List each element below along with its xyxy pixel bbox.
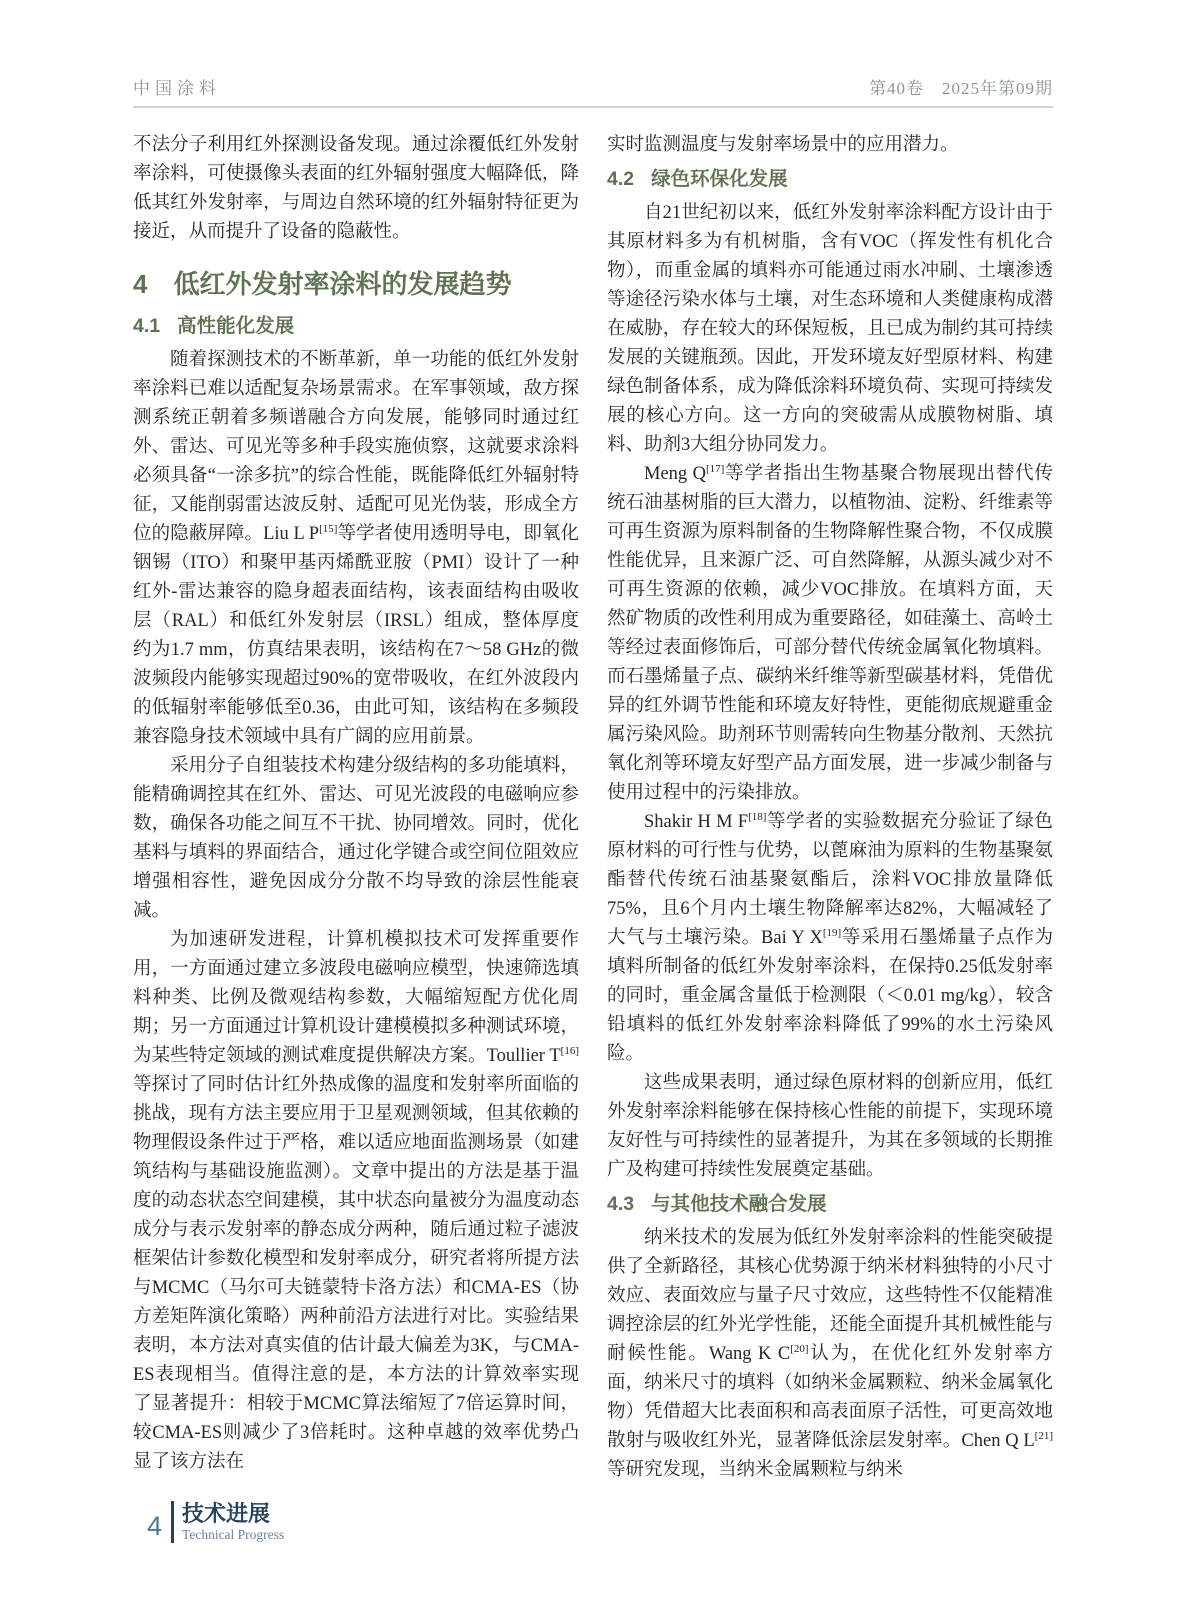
reference-superscript: [16] (560, 1044, 579, 1057)
page-footer (147, 1501, 284, 1543)
paragraph: 不法分子利用红外探测设备发现。通过涂覆低红外发射率涂料，可使摄像头表面的红外辐射强度大幅降低，降低其红外发射率，与周边自然环境的红外辐射特征更为接近，从而提升了设备的隐蔽性。 (133, 135, 579, 242)
paragraph: 采用分子自组装技术构建分级结构的多功能填料，能精确调控其在红外、雷达、可见光波段的电磁响应参数，确保各功能之间互不干扰、协同增效。同时，优化基料与填料的界面结合，通过化学键合或空间位阻效应增强相容性，避免因成分分散不均导致的涂层性能衰减。 (133, 756, 579, 921)
volume-issue-info: 第40卷 2025年第09期 (869, 79, 1053, 98)
subsection-heading (133, 313, 579, 339)
paragraph: Meng Q[17]等学者指出生物基聚合物展现出替代传统石油基树脂的巨大潜力，以植物油、淀粉、纤维素等可再生资源为原料制备的生物降解性聚合物，不仅成膜性能优异，且来源广泛、可自然降解，从源头减少对不可再生资源的依赖，减少VOC排放。在填料方面，天然矿物质的改性利用成为重要路径，如硅藻土、高岭土等经过表面修饰后，可部分替代传统金属氧化物填料。而石墨烯量子点、碳纳米纤维等新型碳基材料，凭借优异的红外调节性能和环境友好特性，更能彻底规避重金属污染风险。助剂环节则需转向生物基分散剂、天然抗氧化剂等环境友好型产品方面发展，进一步减少制备与使用过程中的污染排放。 (607, 462, 1053, 803)
page-header (133, 74, 1053, 108)
reference-superscript: [20] (790, 1342, 809, 1355)
left-column (133, 131, 579, 1485)
reference-superscript: [18] (748, 810, 767, 823)
subsection-heading (607, 1191, 1053, 1217)
article-body (133, 131, 1053, 1485)
paragraph: 自21世纪初以来，低红外发射率涂料配方设计由于其原材料多为有机树脂，含有VOC（挥发性有机化合物），而重金属的填料亦可能通过雨水冲刷、土壤渗透等途径污染水体与土壤，对生态环境和人类健康构成潜在威胁，存在较大的环保短板，且已成为制约其可持续发展的关键瓶颈。因此，开发环境友好型原材料、构建绿色制备体系，成为降低涂料环境负荷、实现可持续发展的核心方向。这一方向的突破需从成膜物树脂、填料、助剂3大组分协同发力。 (607, 203, 1053, 455)
paragraph: 纳米技术的发展为低红外发射率涂料的性能突破提供了全新路径，其核心优势源于纳米材料独特的小尺寸效应、表面效应与量子尺寸效应，这些特性不仅能精准调控涂层的红外光学性能，还能全面提升其机械性能与耐候性能。Wang K C[20]认为，在优化红外发射率方面，纳米尺寸的填料（如纳米金属颗粒、纳米金属氧化物）凭借超大比表面积和高表面原子活性，可更高效地散射与吸收红外光，显著降低涂层发射率。Chen Q L[21]等研究发现，当纳米金属颗粒与纳米 (607, 1228, 1053, 1480)
heading-number: 4.3 (607, 1193, 635, 1215)
footer-section-title-en: Technical Progress (182, 1527, 285, 1542)
reference-superscript: [17] (705, 462, 725, 475)
page-number: 4 (147, 1511, 163, 1541)
paragraph: 这些成果表明，通过绿色原材料的创新应用，低红外发射率涂料能够在保持核心性能的前提下，实现环境友好性与可持续性的显著提升，为其在多领域的长期推广及构建可持续性发展奠定基础。 (607, 1073, 1053, 1180)
journal-title: 中国涂料 (133, 79, 221, 98)
heading-number: 4.2 (607, 168, 635, 190)
heading-text: 与其他技术融合发展 (651, 1193, 827, 1215)
heading-text: 低红外发射率涂料的发展趋势 (173, 269, 512, 299)
subsection-heading (607, 166, 1053, 192)
paragraph: 为加速研发进程，计算机模拟技术可发挥重要作用，一方面通过建立多波段电磁响应模型，快速筛选填料种类、比例及微观结构参数，大幅缩短配方优化周期；另一方面通过计算机设计建模模拟多种测试环境，为某些特定领域的测试难度提供解决方案。Toullier T[16]等探讨了同时估计红外热成像的温度和发射率所面临的挑战，现有方法主要应用于卫星观测领域，但其依赖的物理假设条件过于严格，难以适应地面监测场景（如建筑结构与基础设施监测）。文章中提出的方法是基于温度的动态状态空间建模，其中状态向量被分为温度动态成分与表示发射率的静态成分两种，随后通过粒子滤波框架估计参数化模型和发射率成分，研究者将所提方法与MCMC（马尔可夫链蒙特卡洛方法）和CMA-ES（协方差矩阵演化策略）两种前沿方法进行对比。实验结果表明，本方法对真实值的估计最大偏差为3K，与CMA-ES表现相当。值得注意的是，本方法的计算效率实现了显著提升：相较于MCMC算法缩短了7倍运算时间，较CMA-ES则减少了3倍耗时。这种卓越的效率优势凸显了该方法在 (133, 930, 579, 1472)
footer-section-title-cn: 技术进展 (182, 1501, 271, 1526)
heading-text: 高性能化发展 (177, 315, 295, 337)
paragraph: Shakir H M F[18]等学者的实验数据充分验证了绿色原材料的可行性与优势，以蓖麻油为原料的生物基聚氨酯替代传统石油基聚氨酯后，涂料VOC排放量降低75%，且6个月内土壤生物降解率达82%，大幅减轻了大气与土壤污染。Bai Y X[19]等采用石墨烯量子点作为填料所制备的低红外发射率涂料，在保持0.25低发射率的同时，重金属含量低于检测限（＜0.01 mg/kg），较含铅填料的低红外发射率涂料降低了99%的水土污染风险。 (607, 810, 1053, 1064)
paragraph: 实时监测温度与发射率场景中的应用潜力。 (607, 135, 959, 155)
heading-number: 4.1 (133, 315, 161, 337)
heading-number: 4 (133, 269, 148, 299)
reference-superscript: [21] (1034, 1429, 1053, 1442)
heading-text: 绿色环保化发展 (651, 168, 788, 190)
reference-superscript: [15] (319, 522, 338, 535)
reference-superscript: [19] (822, 926, 842, 939)
section-heading (133, 268, 579, 300)
right-column (607, 131, 1053, 1485)
paragraph: 随着探测技术的不断革新，单一功能的低红外发射率涂料已难以适配复杂场景需求。在军事领域，敌方探测系统正朝着多频谱融合方向发展，能够同时通过红外、雷达、可见光等多种手段实施侦察，这就要求涂料必须具备“一涂多抗”的综合性能，既能降低红外辐射特征，又能削弱雷达波反射、适配可见光伪装，形成全方位的隐蔽屏障。Liu L P[15]等学者使用透明导电，即氧化铟锡（ITO）和聚甲基丙烯酰亚胺（PMI）设计了一种红外-雷达兼容的隐身超表面结构，该表面结构由吸收层（RAL）和低红外发射层（IRSL）组成，整体厚度约为1.7 mm，仿真结果表明，该结构在7～58 GHz的微波频段内能够实现超过90%的宽带吸收，在红外波段内的低辐射率能够低至0.36，由此可知，该结构在多频段兼容隐身技术领域中具有广阔的应用前景。 (133, 350, 579, 747)
footer-section-labels (174, 1501, 284, 1543)
